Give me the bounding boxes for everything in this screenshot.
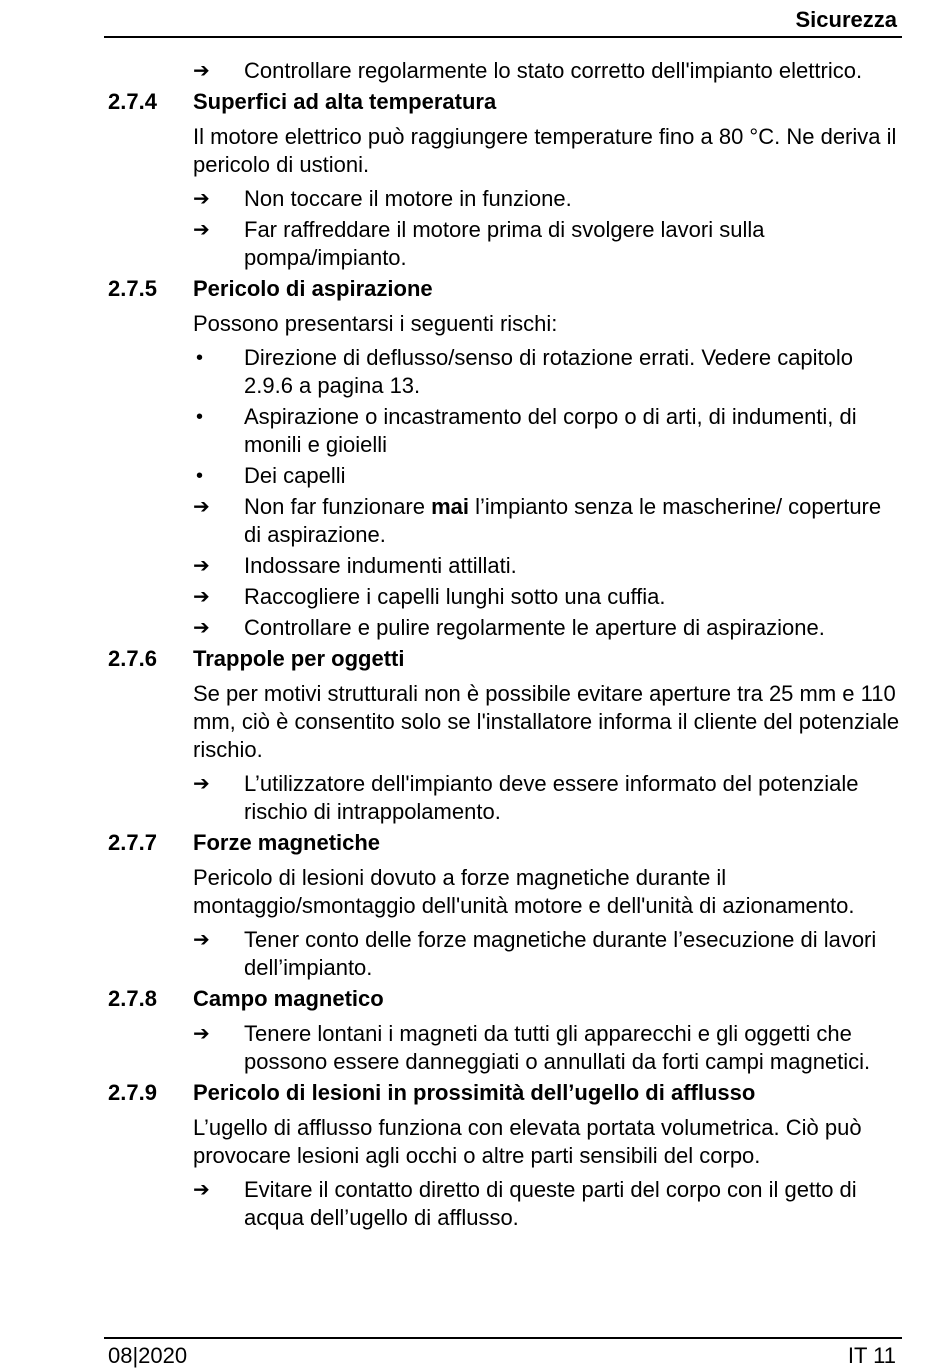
bullet-text: Direzione di deflusso/senso di rotazione errati. Vedere capitolo 2.9.6 a pagina 13. — [244, 345, 854, 398]
arrow-icon: ➔ — [193, 929, 210, 951]
arrow-icon: ➔ — [193, 617, 210, 639]
instruction-item — [193, 552, 903, 580]
instruction-text: Controllare regolarmente lo stato corretto dell'impianto elettrico. — [244, 58, 863, 83]
bullet-item — [193, 403, 903, 459]
arrow-icon: ➔ — [193, 219, 210, 241]
bullet-item — [193, 344, 903, 400]
arrow-icon: ➔ — [193, 773, 210, 795]
arrow-icon: ➔ — [193, 1179, 210, 1201]
section-heading-2-7-9 — [108, 1079, 903, 1107]
instruction-text: Raccogliere i capelli lunghi sotto una cuffia. — [244, 584, 666, 609]
bullet-text: Dei capelli — [244, 463, 346, 488]
header-divider — [104, 36, 902, 38]
instruction-item — [193, 493, 903, 549]
instruction-item — [193, 583, 903, 611]
paragraph: Il motore elettrico può raggiungere temperature fino a 80 °C. Ne deriva il pericolo di ustioni. — [193, 124, 897, 177]
section-heading-2-7-5 — [108, 275, 903, 303]
instruction-text — [244, 493, 903, 549]
arrow-icon: ➔ — [193, 188, 210, 210]
page-content — [108, 57, 903, 1235]
instruction-item — [193, 926, 903, 982]
section-number: 2.7.7 — [108, 830, 157, 855]
instruction-item — [193, 770, 903, 826]
instruction-item — [193, 216, 903, 272]
section-title: Superfici ad alta temperatura — [193, 89, 497, 114]
section-title: Campo magnetico — [193, 986, 384, 1011]
bullet-icon: • — [196, 347, 204, 369]
instruction-text: Controllare e pulire regolarmente le aperture di aspirazione. — [244, 615, 825, 640]
instruction-text: Far raffreddare il motore prima di svolgere lavori sulla pompa/impianto. — [244, 217, 765, 270]
arrow-icon: ➔ — [193, 555, 210, 577]
footer-page-number: IT 11 — [847, 1343, 896, 1368]
instruction-text: Indossare indumenti attillati. — [244, 553, 517, 578]
section-title: Pericolo di lesioni in prossimità dell’ugello di afflusso — [193, 1080, 756, 1105]
arrow-icon: ➔ — [193, 60, 210, 82]
section-title: Trappole per oggetti — [193, 646, 405, 671]
paragraph: Possono presentarsi i seguenti rischi: — [193, 311, 558, 336]
section-number: 2.7.6 — [108, 646, 157, 671]
arrow-icon: ➔ — [193, 496, 210, 518]
section-heading-2-7-6 — [108, 645, 903, 673]
page-header-title: Sicurezza — [795, 7, 897, 32]
bullet-text: Aspirazione o incastramento del corpo o di arti, di indumenti, di monili e gioielli — [244, 404, 857, 457]
section-number: 2.7.5 — [108, 276, 157, 301]
section-number: 2.7.8 — [108, 986, 157, 1011]
arrow-icon: ➔ — [193, 1023, 210, 1045]
text-part: Non far funzionare — [244, 494, 432, 519]
bullet-icon: • — [196, 406, 204, 428]
instruction-item — [193, 1020, 903, 1076]
instruction-text: L’utilizzatore dell'impianto deve essere informato del potenziale rischio di intrappolamento. — [244, 771, 859, 824]
section-heading-2-7-8 — [108, 985, 903, 1013]
instruction-text: Tenere lontani i magneti da tutti gli apparecchi e gli oggetti che possono essere danneggiati o annullati da forti campi magnetici. — [244, 1021, 871, 1074]
instruction-item — [193, 57, 903, 85]
footer-date: 08|2020 — [108, 1343, 188, 1368]
instruction-item — [193, 1176, 903, 1232]
instruction-text: Tener conto delle forze magnetiche durante l’esecuzione di lavori dell’impianto. — [244, 927, 877, 980]
section-number: 2.7.9 — [108, 1080, 157, 1105]
paragraph: L’ugello di afflusso funziona con elevata portata volumetrica. Ciò può provocare lesioni agli occhi o altre parti sensibili del corpo. — [193, 1115, 862, 1168]
footer-divider — [104, 1337, 902, 1339]
arrow-icon: ➔ — [193, 586, 210, 608]
bullet-item — [193, 462, 903, 490]
instruction-text: Non toccare il motore in funzione. — [244, 186, 572, 211]
instruction-text: Evitare il contatto diretto di queste parti del corpo con il getto di acqua dell’ugello di afflusso. — [244, 1177, 857, 1230]
instruction-item — [193, 185, 903, 213]
text-part: l’impianto senza le mascherine/ coperture di aspirazione. — [244, 494, 882, 547]
bullet-icon: • — [196, 465, 204, 487]
paragraph: Se per motivi strutturali non è possibile evitare aperture tra 25 mm e 110 mm, ciò è consentito solo se l'installatore informa il cliente del potenziale rischio. — [193, 681, 900, 762]
section-heading-2-7-7 — [108, 829, 903, 857]
instruction-item — [193, 614, 903, 642]
section-title: Forze magnetiche — [193, 830, 381, 855]
section-title: Pericolo di aspirazione — [193, 276, 433, 301]
paragraph: Pericolo di lesioni dovuto a forze magnetiche durante il montaggio/smontaggio dell'unità motore e dell'unità di azionamento. — [193, 865, 855, 918]
section-number: 2.7.4 — [108, 89, 157, 114]
section-heading-2-7-4 — [108, 88, 903, 116]
emphasis-text: mai — [431, 494, 470, 519]
